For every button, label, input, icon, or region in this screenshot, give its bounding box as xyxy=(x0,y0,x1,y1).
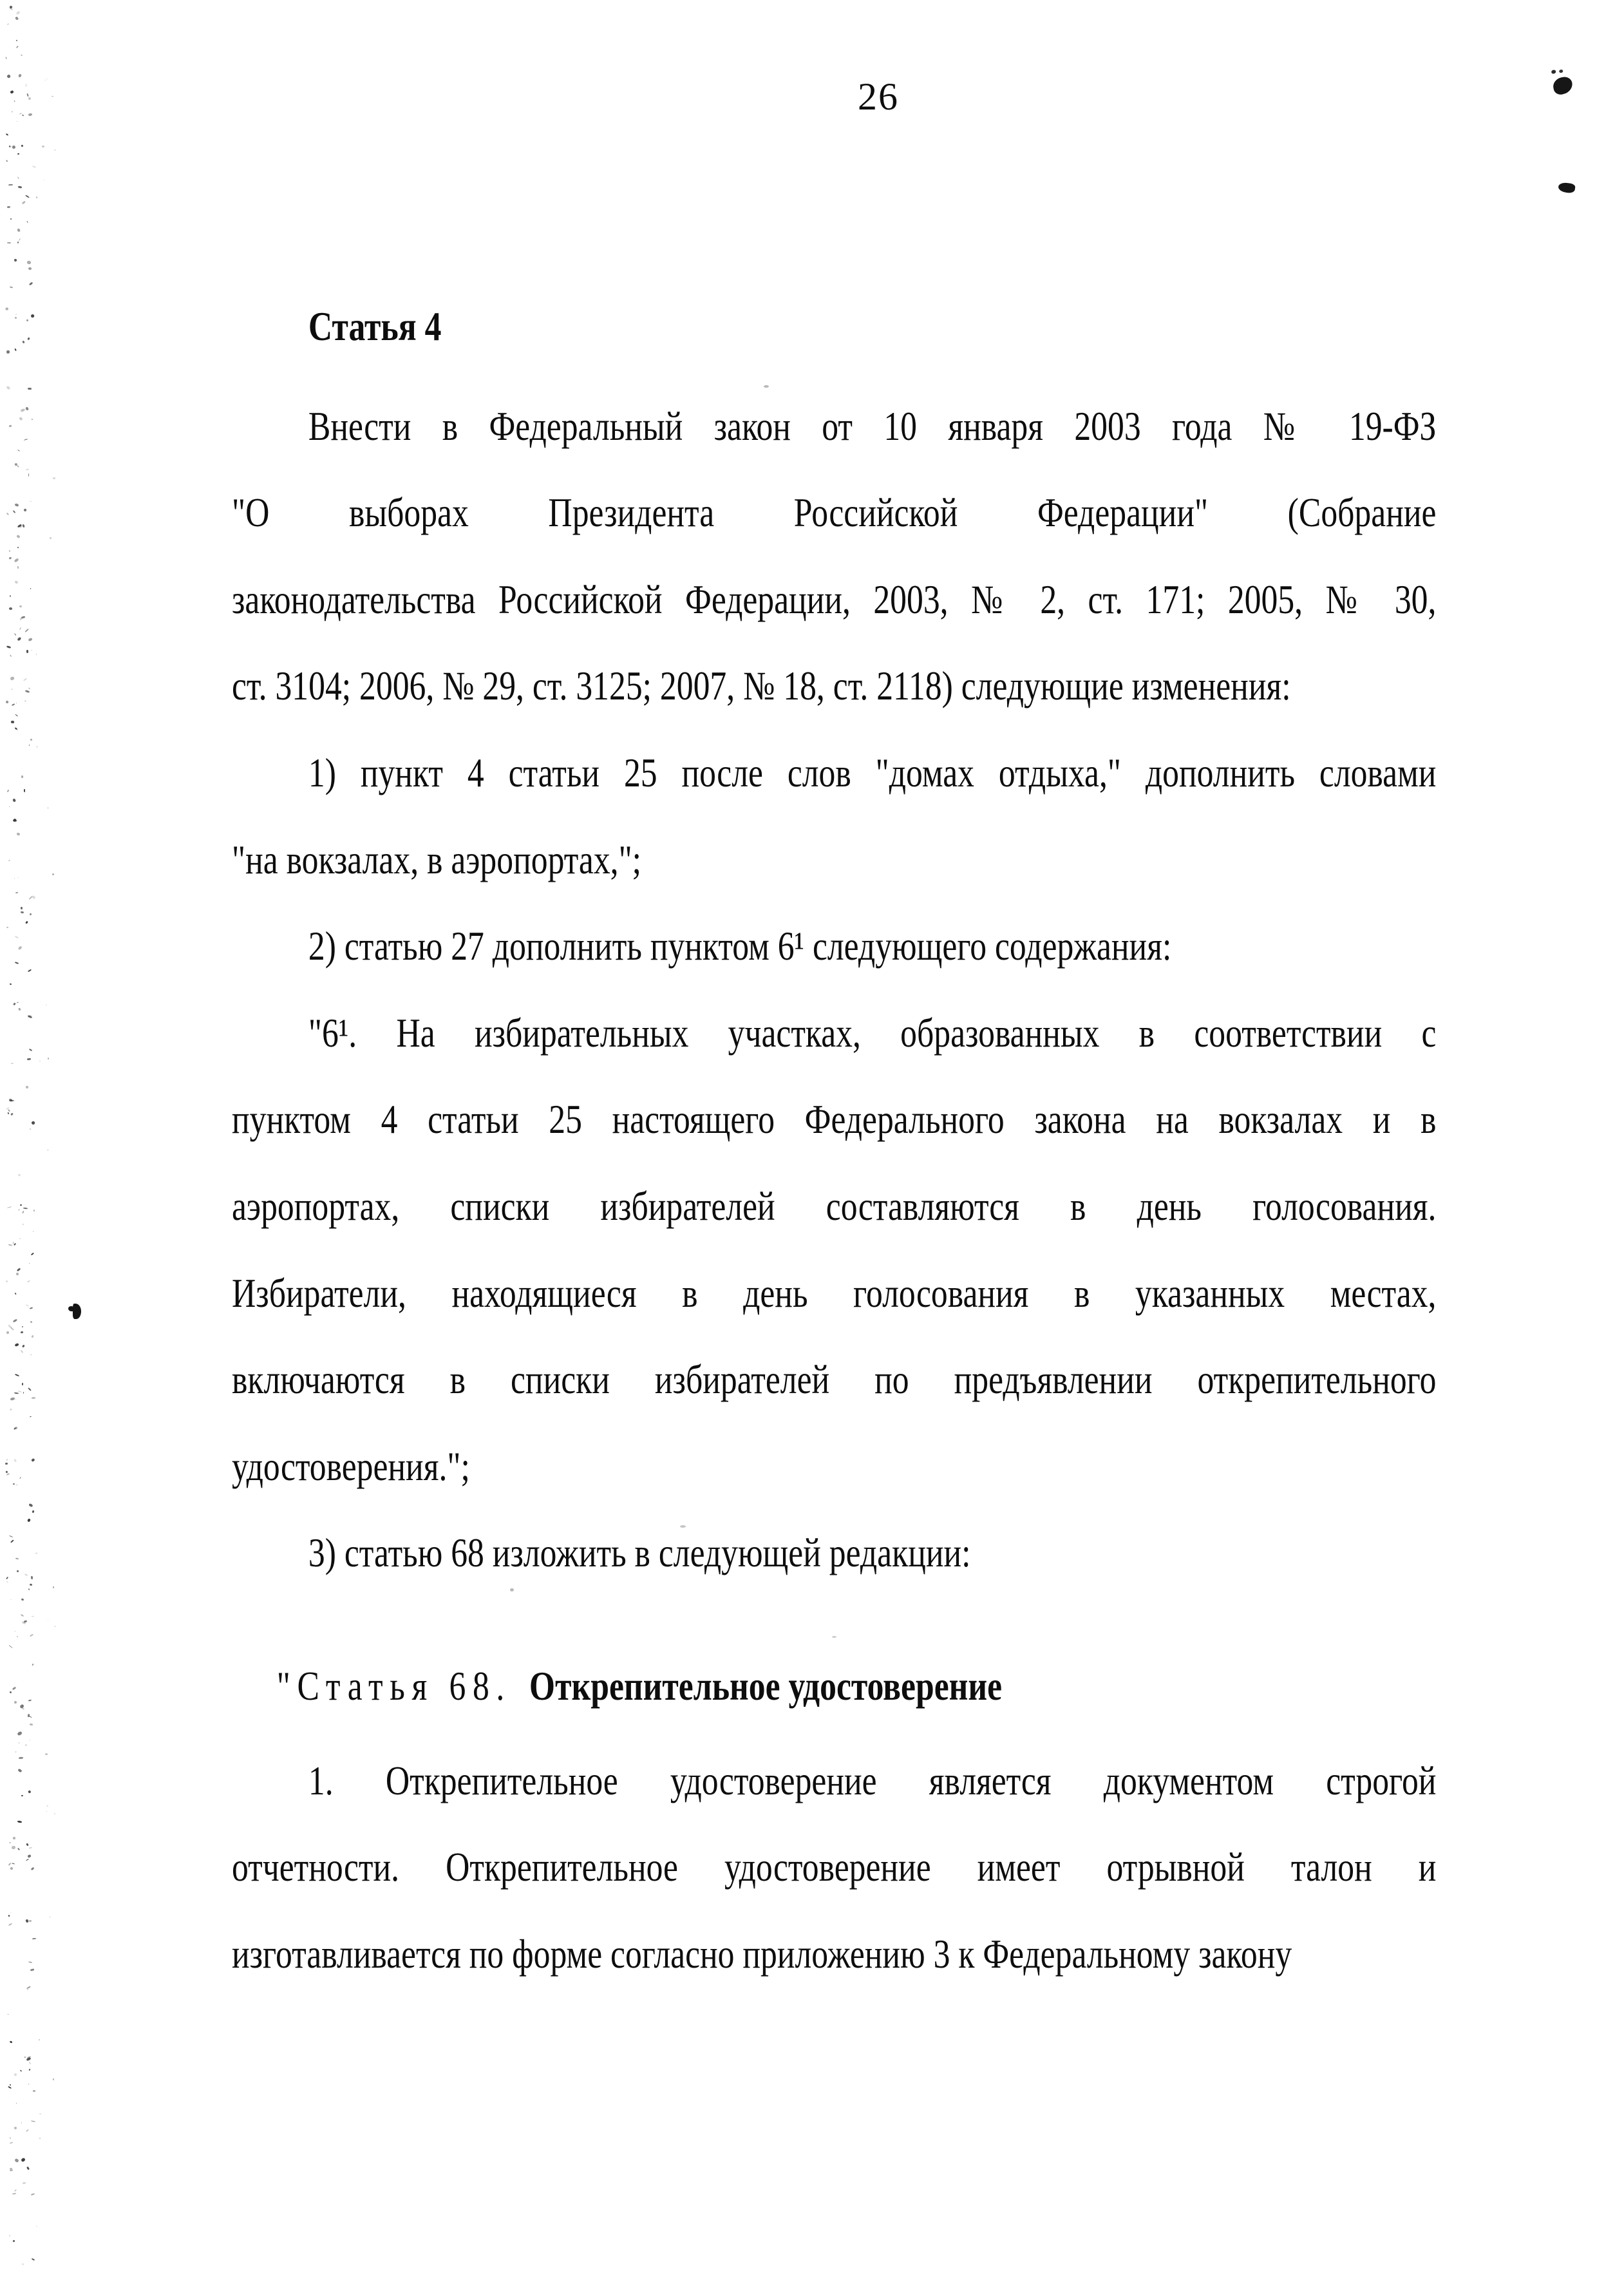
article-68-heading xyxy=(232,1643,1436,1730)
text-line: 2) статью 27 дополнить пунктом 6¹ следующего содержания: xyxy=(308,924,1172,969)
ink-blot-right xyxy=(1558,182,1576,193)
text-line: Внести в Федеральный закон от 10 января 2003 года № 19-ФЗ xyxy=(308,403,1437,449)
item-1 xyxy=(232,730,1436,903)
text-block xyxy=(232,283,1436,1997)
text-line: "О выборах Президента Российской Федерации" (Собрание xyxy=(232,490,1437,536)
text-line: пунктом 4 статьи 25 настоящего Федерального закона на вокзалах и в xyxy=(232,1097,1437,1143)
heading-bold-text: Открепительное удостоверение xyxy=(529,1663,1003,1709)
ink-mark-left-margin xyxy=(68,1304,82,1319)
faint-speck xyxy=(680,1525,686,1528)
text-line: включаются в списки избирателей по предъявлении открепительного xyxy=(232,1357,1437,1403)
text-line: "на вокзалах, в аэропортах,"; xyxy=(232,837,642,882)
text-line: Избиратели, находящиеся в день голосования в указанных местах, xyxy=(232,1270,1437,1316)
text-line: 1) пункт 4 статьи 25 после слов "домах отдыха," дополнить словами xyxy=(308,750,1437,795)
text-line: аэропортах, списки избирателей составляются в день голосования. xyxy=(232,1183,1437,1229)
page-number: 26 xyxy=(858,75,899,118)
item-2 xyxy=(232,903,1436,990)
scan-noise-left-edge xyxy=(0,0,84,2271)
article-68-point-1 xyxy=(232,1738,1436,1998)
point-6-1-text xyxy=(232,990,1436,1510)
item-3 xyxy=(232,1510,1436,1597)
faint-speck xyxy=(764,385,769,388)
text-line: изготавливается по форме согласно приложению 3 к Федеральному закону xyxy=(232,1931,1292,1977)
text-line: 3) статью 68 изложить в следующей редакции: xyxy=(308,1530,971,1576)
text-line: ст. 3104; 2006, № 29, ст. 3125; 2007, № 18, ст. 2118) следующие изменения: xyxy=(232,663,1291,709)
faint-speck xyxy=(510,1588,514,1592)
text-line: 1. Открепительное удостоверение является документом строгой xyxy=(308,1758,1437,1803)
intro-paragraph xyxy=(232,383,1436,730)
text-line xyxy=(232,1643,1436,1730)
text-line: удостоверения."; xyxy=(232,1443,470,1489)
ink-blot-top-right xyxy=(1552,75,1574,96)
heading-bold-text: Статья 4 xyxy=(308,304,442,349)
heading-spaced-text: "Статья 68. xyxy=(276,1663,512,1709)
article-4-heading xyxy=(232,283,1436,370)
text-line: "6¹. На избирательных участках, образованных в соответствии с xyxy=(308,1010,1437,1056)
text-line xyxy=(232,283,1436,370)
text-line: законодательства Российской Федерации, 2003, № 2, ст. 171; 2005, № 30, xyxy=(232,576,1437,622)
text-line: отчетности. Открепительное удостоверение имеет отрывной талон и xyxy=(232,1845,1437,1890)
faint-speck xyxy=(832,1636,836,1638)
